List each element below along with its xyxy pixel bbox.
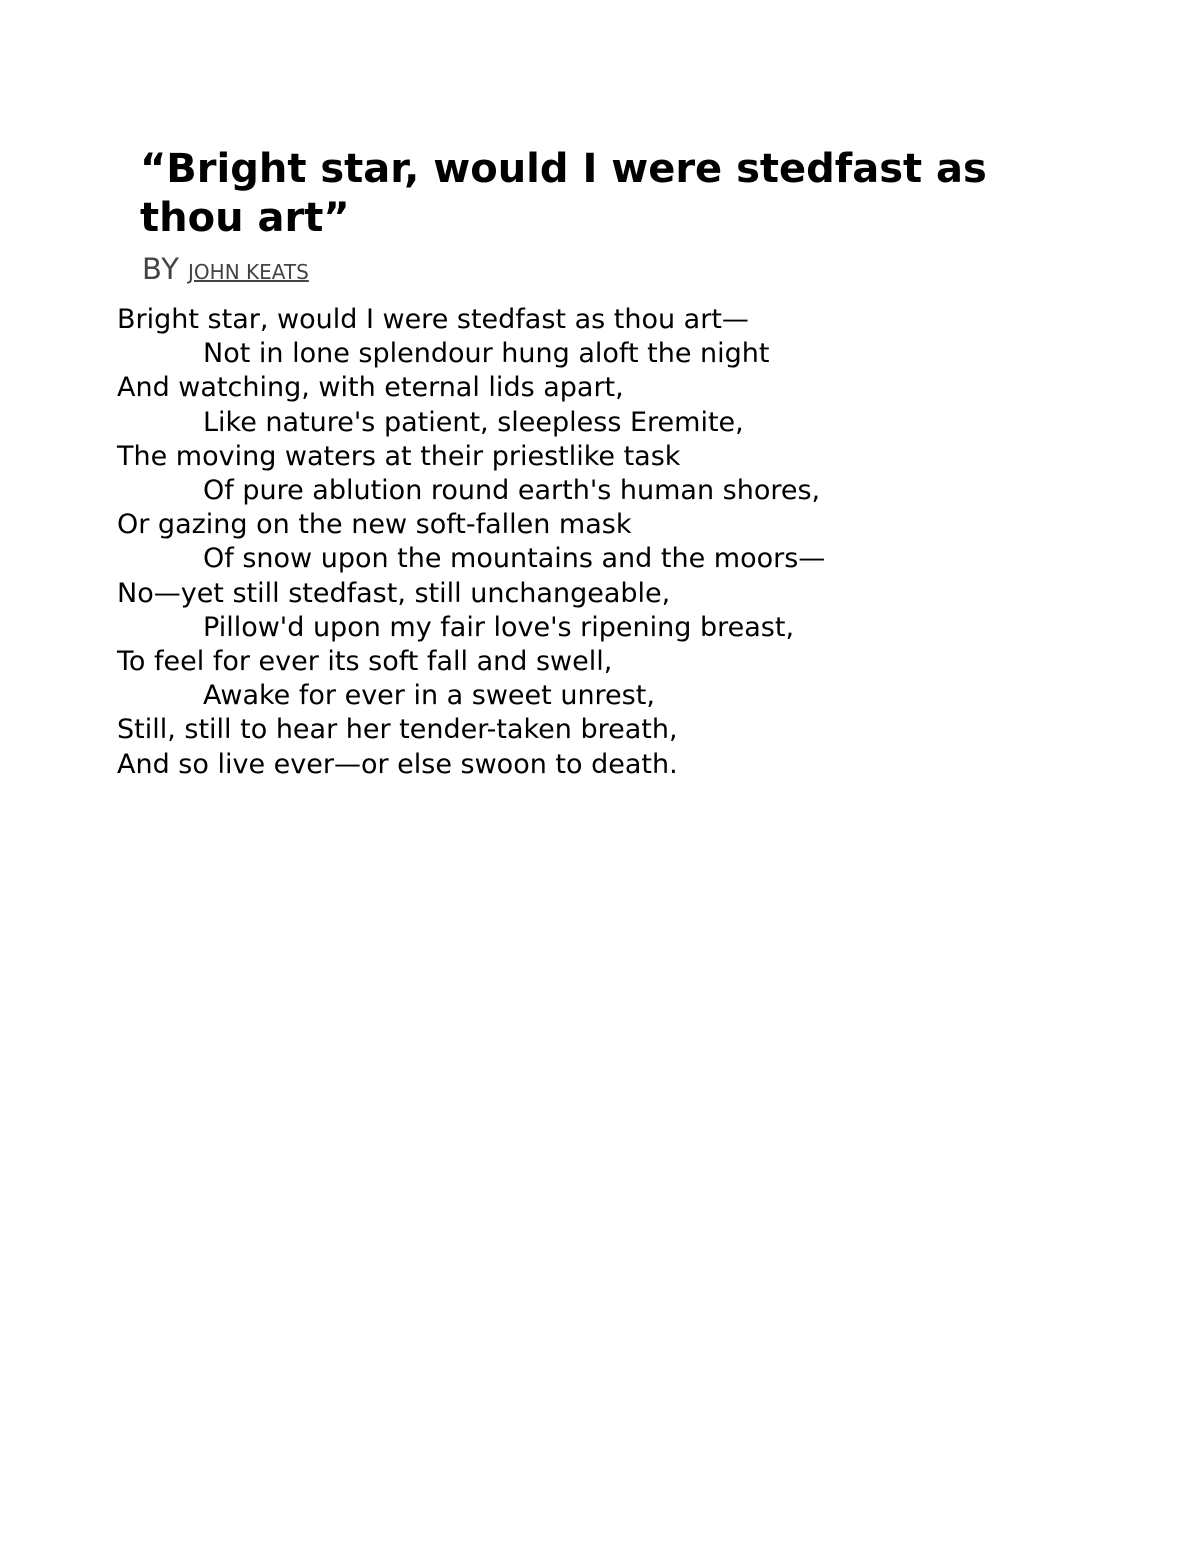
by-label: BY (142, 252, 181, 286)
poem-line: No—yet still stedfast, still unchangeable, (117, 577, 671, 609)
poem-line: Bright star, would I were stedfast as thou art— (117, 304, 749, 335)
byline (142, 252, 309, 286)
poem-line: Pillow'd upon my fair love's ripening breast, (203, 611, 795, 643)
poem-line: Like nature's patient, sleepless Eremite, (203, 406, 744, 438)
poem-line: Of pure ablution round earth's human shores, (203, 475, 821, 507)
poem-line: And so live ever—or else swoon to death. (117, 748, 678, 780)
poem-line: Still, still to hear her tender-taken breath, (117, 714, 678, 746)
poem-line: Or gazing on the new soft-fallen mask (117, 509, 632, 541)
poem-line: Not in lone splendour hung aloft the night (203, 338, 770, 370)
poem-line: Awake for ever in a sweet unrest, (203, 680, 655, 712)
poem-line: Of snow upon the mountains and the moors— (203, 543, 826, 575)
poem-line: And watching, with eternal lids apart, (117, 372, 624, 404)
poem-line: To feel for ever its soft fall and swell, (117, 646, 613, 678)
author-link[interactable]: JOHN KEATS (188, 260, 309, 284)
poem-title: “Bright star, would I were stedfast as thou art” (140, 146, 987, 241)
poem-body (117, 303, 825, 782)
poem-line: The moving waters at their priestlike task (117, 440, 681, 472)
